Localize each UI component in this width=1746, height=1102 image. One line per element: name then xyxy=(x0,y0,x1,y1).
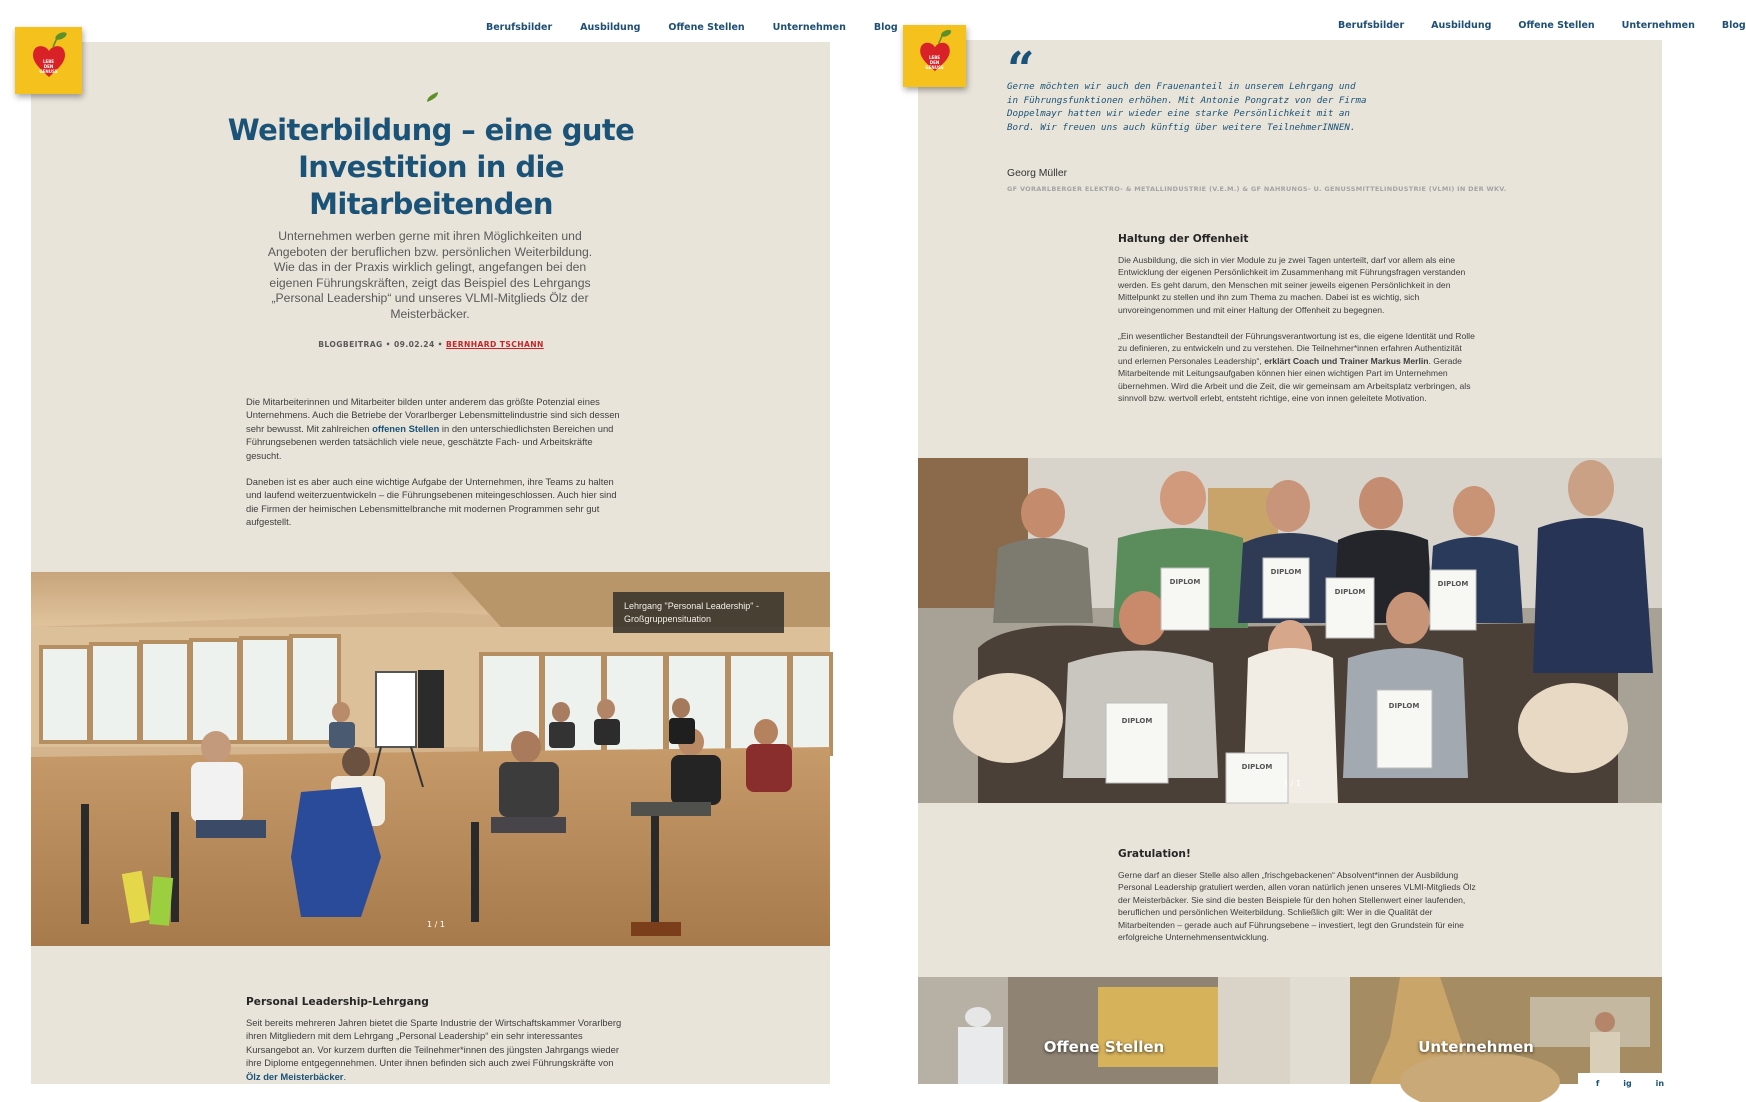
gratulation-paragraph: Gerne darf an dieser Stelle also allen „frischgebackenen“ Absolvent*innen der Ausbildung Personal Leadership gratuliert werden, allen voran natürlich jenen unseres VLMI-Mitglieds Ölz der Meisterbäcker. Sie sind die besten Beispiele für den hohen Stellenwert einer laufenden, beruflichen und persönlichen Weiterbildung. Schließlich gilt: Wer in die Qualität der Mitarbeitenden – gerade auch auf Führungsebene – investiert, legt den Grundstein für eine erfolgreiche Unternehmensentwicklung. xyxy=(1118,870,1476,943)
graduates-photo[interactable] xyxy=(918,458,1662,803)
oelz-link[interactable]: Ölz der Meisterbäcker xyxy=(246,1070,344,1082)
logo-text: LEBE DEN GENUSS xyxy=(39,59,58,75)
meta-author-link[interactable]: BERNHARD TSCHANN xyxy=(445,340,544,349)
offenheit-text-end: . Gerade Mitarbeitende mit Leitungsaufgaben können hier einen wichtigen Part im Unternehmen übernehmen. Wird die Arbeit und die Zeit, die wir gemeinsam am Arbeitsplatz verbringen, als sinnvoll bzw. wertvoll erlebt, entsteht richtige, eine von innen geleitete Motivation. xyxy=(1118,355,1471,404)
article-title: Weiterbildung – eine gute Investition in die Mitarbeitenden xyxy=(227,113,635,221)
diploma-label: DIPLOM xyxy=(1169,578,1201,586)
tile-offene-stellen-label: Offene Stellen xyxy=(1043,1038,1165,1056)
lebe-den-genuss-logo[interactable] xyxy=(903,25,966,87)
quote-author-role: GF VORARLBERGER ELEKTRO- & METALLINDUSTRIE (V.E.M.) & GF NAHRUNGS- U. GENUSSMITTELINDUSTRIE (VLMI) IN DER WKV. xyxy=(1007,185,1507,193)
facebook-icon[interactable]: f xyxy=(1595,1078,1600,1088)
article-lead: Unternehmen werben gerne mit ihren Möglichkeiten und Angeboten der beruflichen bzw. persönlichen Weiterbildung. Wie das in der Praxis wirklich gelingt, angefangen bei den eigenen Führungskräften, zeigt das Beispiel des Lehrgangs „Personal Leadership“ und unseres VLMI-Mitglieds Ölz der Meisterbäcker. xyxy=(267,229,593,321)
tile-offene-stellen-image xyxy=(918,977,1290,1084)
nav-unternehmen[interactable]: Unternehmen xyxy=(772,22,846,33)
instagram-icon[interactable]: ig xyxy=(1623,1078,1632,1088)
section1-end: . xyxy=(343,1070,347,1082)
intro-paragraph xyxy=(246,395,626,462)
diploma-label: DIPLOM xyxy=(1388,702,1420,710)
tile-unternehmen-label: Unternehmen xyxy=(1418,1038,1534,1056)
diploma-label: DIPLOM xyxy=(1121,717,1153,725)
section-heading-offenheit: Haltung der Offenheit xyxy=(1118,233,1249,245)
nav-berufsbilder[interactable]: Berufsbilder xyxy=(486,22,553,33)
main-nav-right xyxy=(1338,20,1746,31)
section-heading-gratulation: Gratulation! xyxy=(1118,848,1191,860)
teaser-tiles xyxy=(918,977,1662,1084)
tile-unternehmen-image xyxy=(1290,977,1662,1084)
offenheit-text-bold: erklärt Coach und Trainer Markus Merlin xyxy=(1264,355,1429,366)
lebe-den-genuss-logo[interactable] xyxy=(15,27,82,94)
meta-type: BLOGBEITRAG xyxy=(318,340,383,349)
offenheit-text-start: „Ein wesentlicher Bestandteil der Führungsverantwortung ist es, die eigene Identität und Rolle zu definieren, zu entwickeln und zu verstehen. Die Teilnehmer*innen erfahren Authentizität und erlernen Personales Leadership“, xyxy=(1118,331,1475,366)
linkedin-icon[interactable]: in xyxy=(1655,1078,1665,1088)
leaf-icon xyxy=(425,92,439,102)
offenheit-paragraph-1: Die Ausbildung, die sich in vier Module zu je zwei Tagen unterteilt, darf vor allem als eine Entwicklung der eigenen Persönlichkeit im Zusammenhang mit Führungsfragen verstanden werden. Es geht darum, den Menschen mit seiner jeweils eigenen Persönlichkeit in den Mittelpunkt zu stellen und ihn zum Thema zu machen. Dabei ist es wichtig, sich unvoreingenommen und mit einer Haltung der Offenheit zu begegnen. xyxy=(1118,255,1466,315)
tile-offene-stellen[interactable] xyxy=(918,977,1290,1084)
intro-text-start: Die Mitarbeiterinnen und Mitarbeiter bilden unter anderem das größte Potenzial eines Unternehmens. Auch die Betriebe der Vorarlberger Lebensmittelindustrie sind sich dessen sehr bewusst. Mit zahlreichen xyxy=(246,396,620,434)
nav-blog[interactable]: Blog xyxy=(1721,20,1746,31)
nav-berufsbilder[interactable]: Berufsbilder xyxy=(1338,20,1405,31)
article-panel-right xyxy=(918,40,1662,1084)
section-heading-personal-leadership: Personal Leadership-Lehrgang xyxy=(246,996,429,1008)
main-nav-left xyxy=(486,22,898,33)
diploma-label: DIPLOM xyxy=(1270,568,1302,576)
article-meta: BLOGBEITRAG • 09.02.24 • BERNHARD TSCHANN xyxy=(318,340,544,349)
intro-text-end: in den unterschiedlichsten Bereichen und Führungsebenen werden tatsächlich viele neue, geschätzte Fach- und Arbeitskräfte gesucht. xyxy=(246,422,614,461)
quote-author: Georg Müller xyxy=(1007,168,1068,179)
logo-text: LEBE DEN GENUSS xyxy=(925,54,944,70)
offenheit-paragraph-2 xyxy=(1118,330,1478,404)
social-links xyxy=(1578,1073,1682,1093)
second-paragraph: Daneben ist es aber auch eine wichtige Aufgabe der Unternehmen, ihre Teams zu halten und laufend weiterzuentwickeln – die Führungsebenen miteingeschlossen. Auch hier sind die Firmen der heimischen Lebensmittelbranche mit modernen Programmen sehr gut aufgestellt. xyxy=(246,476,617,528)
section-paragraph-personal-leadership xyxy=(246,1016,626,1083)
meta-date: 09.02.24 xyxy=(393,340,435,349)
section1-text: Seit bereits mehreren Jahren bietet die Sparte Industrie der Wirtschaftskammer Vorarlberg ihren Mitgliedern mit dem Lehrgang „Personal Leadership“ ein sehr interessantes Kursangebot an. Vor kurzem durften die Teilnehmer*innen des jüngsten Jahrgangs wieder ihre Diplome entgegennehmen. Unter ihnen befinden sich auch zwei Führungskräfte von xyxy=(246,1017,622,1069)
graduates-photo-image xyxy=(918,458,1662,803)
nav-offene-stellen[interactable]: Offene Stellen xyxy=(1518,20,1595,31)
slide-counter: 1 / 1 xyxy=(427,920,445,929)
quote-icon: “ xyxy=(1007,42,1035,98)
nav-blog[interactable]: Blog xyxy=(873,22,898,33)
diploma-label: DIPLOM xyxy=(1241,763,1273,771)
slide-counter: 1 / 1 xyxy=(1283,779,1301,788)
diploma-label: DIPLOM xyxy=(1437,580,1469,588)
photo-caption: Lehrgang "Personal Leadership" - Großgruppensituation xyxy=(613,592,784,633)
nav-unternehmen[interactable]: Unternehmen xyxy=(1621,20,1695,31)
nav-offene-stellen[interactable]: Offene Stellen xyxy=(668,22,745,33)
tile-unternehmen[interactable] xyxy=(1290,977,1662,1084)
nav-ausbildung[interactable]: Ausbildung xyxy=(580,22,641,33)
article-panel-left xyxy=(31,42,830,1084)
diploma-label: DIPLOM xyxy=(1334,588,1366,596)
offene-stellen-link[interactable]: offenen Stellen xyxy=(372,422,440,434)
nav-ausbildung[interactable]: Ausbildung xyxy=(1431,20,1492,31)
quote-text: Gerne möchten wir auch den Frauenanteil in unserem Lehrgang und in Führungsfunktionen erhöhen. Mit Antonie Pongratz von der Firma Doppelmayr hatten wir wieder eine starke Persönlichkeit mit an Bord. Wir freuen uns auch künftig über weitere TeilnehmerINNEN. xyxy=(1007,81,1367,133)
